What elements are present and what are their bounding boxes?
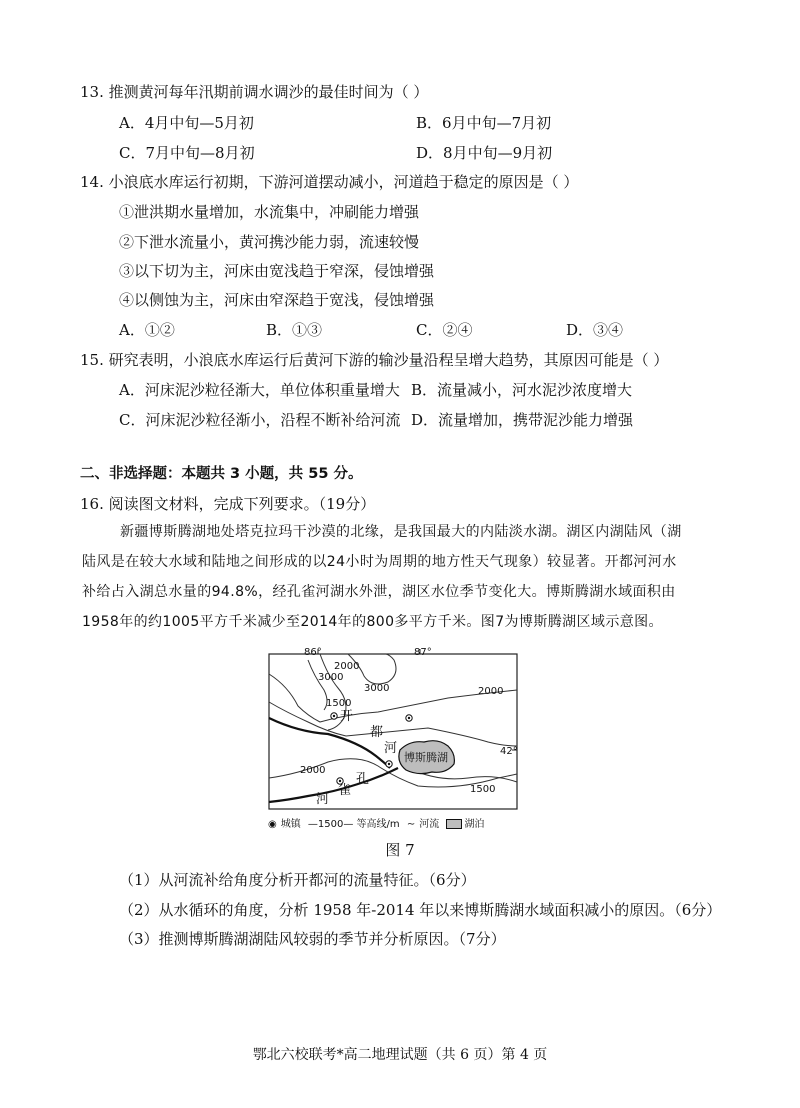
q14-option-a: A．①② — [119, 321, 175, 339]
contour-label-3000-a: 3000 — [318, 672, 344, 683]
q14-statement-4: ④以侧蚀为主，河床由窄深趋于宽浅，侵蚀增强 — [119, 291, 435, 309]
bosten-lake-map — [268, 646, 520, 811]
town-marker-bohu — [386, 761, 392, 767]
legend-contour: —1500— 等高线/m — [307, 819, 400, 830]
river-char-kong: 孔 — [356, 772, 370, 787]
lon-label-87: 87° — [414, 647, 432, 658]
river-char-he-1: 河 — [384, 741, 398, 756]
q13-option-a: A．4月中旬—5月初 — [119, 114, 254, 132]
contour-label-2000-b: 2000 — [478, 686, 504, 697]
q14-option-c: C．②④ — [416, 321, 473, 339]
lake-label: 博斯腾湖 — [404, 751, 448, 764]
q15-option-c: C．河床泥沙粒径渐小，沿程不断补给河流 — [119, 411, 401, 429]
river-char-du: 都 — [370, 725, 384, 740]
q13-stem: 13. 推测黄河每年汛期前调水调沙的最佳时间为（ ） — [80, 83, 429, 101]
q16-sub-3: （3）推测博斯腾湖湖陆风较弱的季节并分析原因。（7分） — [119, 930, 506, 948]
q13-option-b: B．6月中旬—7月初 — [416, 114, 552, 132]
lon-label-86: 86° — [304, 647, 322, 658]
q14-statement-1: ①泄洪期水量增加，水流集中，冲刷能力增强 — [119, 203, 420, 221]
q13-option-d: D．8月中旬—9月初 — [416, 144, 553, 162]
contour-label-1500-a: 1500 — [326, 698, 352, 709]
q14-statement-2: ②下泄水流量小，黄河携沙能力弱，流速较慢 — [119, 233, 420, 251]
q16-stem: 16. 阅读图文材料，完成下列要求。（19分） — [80, 495, 376, 513]
contour-label-3000-b: 3000 — [364, 683, 390, 694]
q14-option-d: D．③④ — [566, 321, 624, 339]
river-char-he-2: 河 — [316, 792, 330, 807]
q15-option-d: D．流量增加，携带泥沙能力增强 — [411, 411, 634, 429]
legend-town-icon: ◉ — [268, 819, 277, 830]
page-footer: 鄂北六校联考*高二地理试题（共 6 页）第 4 页 — [252, 1047, 548, 1063]
river-char-kai: 开 — [340, 709, 354, 724]
q14-statement-3: ③以下切为主，河床由宽浅趋于窄深，侵蚀增强 — [119, 262, 435, 280]
q16-material-line-3: 补给占入湖总水量的94.8%，经孔雀河湖水外泄，湖区水位季节变化大。博斯腾湖水域面积由 — [82, 584, 676, 600]
q16-material-line-4: 1958年的约1005平方千米减少至2014年的800多平方千米。图7为博斯腾湖区域示意图。 — [82, 614, 663, 630]
contour-label-2000-a: 2000 — [334, 661, 360, 672]
q16-material-line-2: 陆风是在较大水域和陆地之间形成的以24小时为周期的地方性天气现象）较显著。开都河河水 — [82, 554, 677, 570]
figure-caption: 图 7 — [385, 841, 415, 859]
q15-option-a: A．河床泥沙粒径渐大，单位体积重量增大 — [119, 381, 400, 399]
contour-label-2000-c: 2000 — [300, 765, 326, 776]
legend-lake: 湖泊 — [464, 819, 485, 830]
q13-option-c: C．7月中旬—8月初 — [119, 144, 255, 162]
town-marker-kaidu — [331, 713, 337, 719]
section-heading: 二、非选择题：本题共 3 小题，共 55 分。 — [80, 466, 363, 482]
q15-option-b: B．流量减小，河水泥沙浓度增大 — [411, 381, 633, 399]
legend-lake-icon — [446, 819, 462, 829]
q16-sub-2: （2）从水循环的角度，分析 1958 年-2014 年以来博斯腾湖水域面积减小的原因。（6分） — [119, 901, 722, 919]
q16-material-line-1: 新疆博斯腾湖地处塔克拉玛干沙漠的北缘，是我国最大的内陆淡水湖。湖区内湖陆风（湖 — [120, 524, 682, 540]
q14-option-b: B．①③ — [266, 321, 323, 339]
q14-stem: 14. 小浪底水库运行初期，下游河道摆动减小，河道趋于稳定的原因是（ ） — [80, 173, 579, 191]
legend-town: 城镇 — [280, 819, 301, 830]
legend-river: 河流 — [419, 819, 440, 830]
lat-label-42: 42° — [500, 746, 518, 757]
town-marker-hejing — [406, 715, 412, 721]
q15-stem: 15. 研究表明，小浪底水库运行后黄河下游的输沙量沿程呈增大趋势，其原因可能是（ ） — [80, 351, 669, 369]
q16-sub-1: （1）从河流补给角度分析开都河的流量特征。（6分） — [119, 871, 476, 889]
legend-river-icon: ∼ — [406, 819, 416, 830]
river-char-que: 雀 — [338, 783, 352, 798]
contour-label-1500-b: 1500 — [470, 784, 496, 795]
map-legend — [268, 815, 518, 830]
